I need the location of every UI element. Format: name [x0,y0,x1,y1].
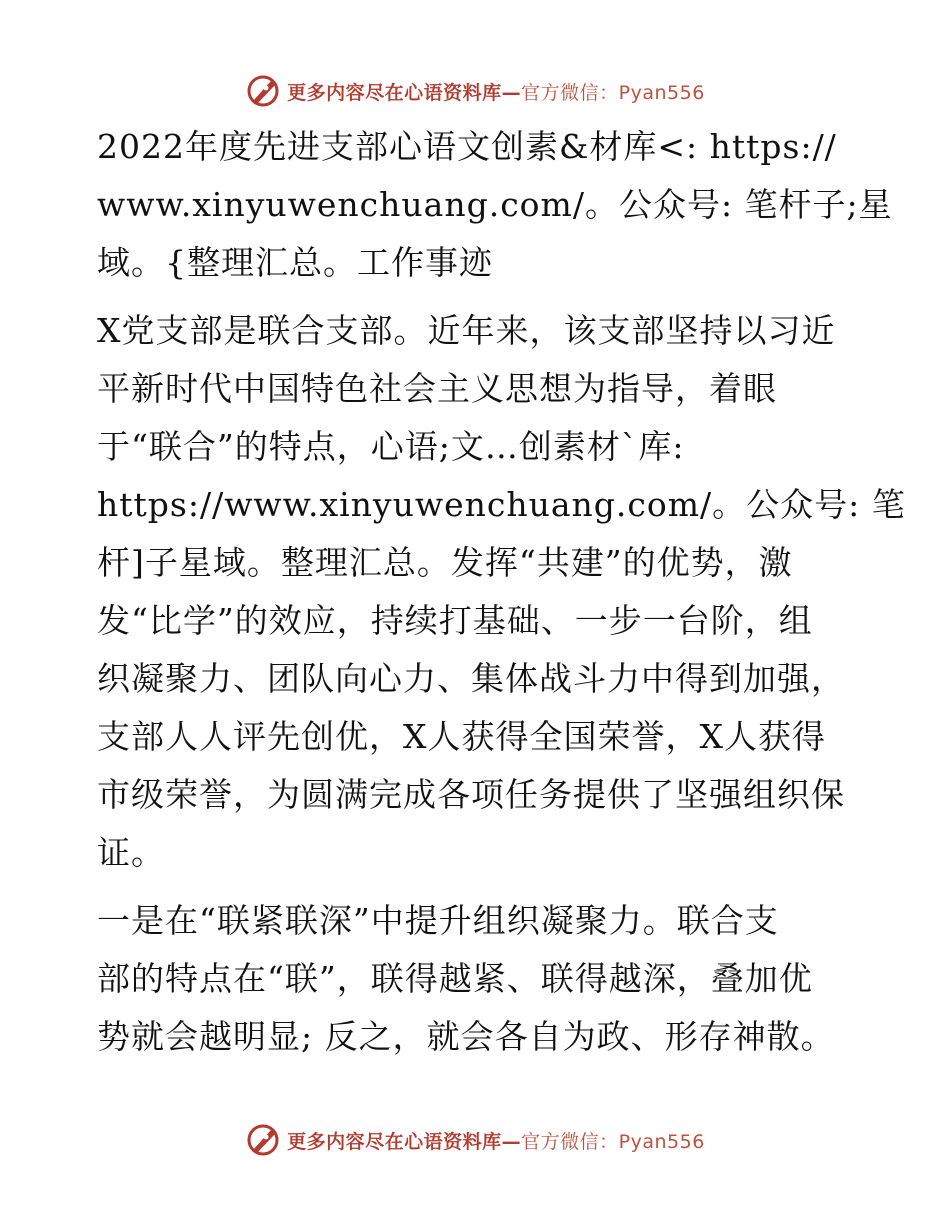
pen-logo-icon [245,1122,281,1158]
text-line: 织凝聚力、团队向心力、集体战斗力中得到加强， [97,659,845,698]
text-line: 一是在“联紧联深”中提升组织凝聚力。联合支 [97,901,779,940]
text-line: 势就会越明显; 反之，就会各自为政、形存神散。 [97,1017,835,1056]
banner-text [287,1127,705,1154]
banner-main-text: 更多内容尽在心语资料库— [287,1130,522,1153]
text-line: 发“比学”的效应，持续打基础、一步一台阶，组 [97,601,813,640]
pen-logo-icon [245,73,281,109]
text-line: 市级荣誉，为圆满完成各项任务提供了坚强组织保 [97,775,845,814]
paragraph-summary [97,302,906,882]
text-line: X党支部是联合支部。近年来，该支部坚持以习近 [97,311,836,350]
paragraph-intro [97,118,893,292]
text-line: 证。 [97,833,165,872]
footer-banner [0,1117,950,1163]
header-banner [0,68,950,114]
text-line: 支部人人评先创优，X人获得全国荣誉，X人获得 [97,717,826,756]
banner-main-text: 更多内容尽在心语资料库— [287,81,522,104]
text-line: 2022年度先进支部心语文创素&材库<: https:// [97,127,837,166]
text-line: 平新时代中国特色社会主义思想为指导，着眼 [97,369,777,408]
text-line: https://www.xinyuwenchuang.com/。公众号: 笔 [97,485,906,524]
banner-wechat-text: 官方微信：Pyan556 [521,81,705,104]
text-line: www.xinyuwenchuang.com/。公众号: 笔杆子;星 [97,185,893,224]
text-line: 域。{整理汇总。工作事迹 [97,243,493,282]
text-line: 于“联合”的特点，心语;文…创素材`库: [97,427,685,466]
paragraph-point-one [97,892,857,1066]
banner-wechat-text: 官方微信：Pyan556 [521,1130,705,1153]
banner-text [287,78,705,105]
text-line: 部的特点在“联”，联得越紧、联得越深，叠加优 [97,959,813,998]
text-line: 杆]子星域。整理汇总。发挥“共建”的优势，激 [97,543,793,582]
document-body [97,118,906,1076]
